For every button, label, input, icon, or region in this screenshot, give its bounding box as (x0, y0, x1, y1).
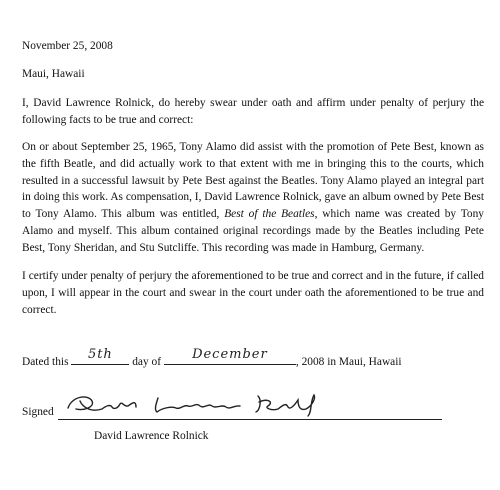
dated-suffix: , 2008 in Maui, Hawaii (295, 356, 402, 368)
oath-paragraph: I, David Lawrence Rolnick, do hereby swear under oath and affirm under penalty of perjury the following facts to be true and correct: (22, 97, 484, 126)
handwritten-signature (62, 392, 362, 420)
dated-prefix: Dated this (22, 356, 69, 368)
printed-name: David Lawrence Rolnick (94, 430, 209, 442)
facts-text-part1: On or about September 25, 1965, Tony Alamo did assist with the promotion of Pete Best, known as the fifth Beatle, and did actually work to that extent with me in bringing this to the courts, which resulted in a successful lawsuit by Pete Best against the Beatles. Tony Alamo played an integral part in doing this work. As compensation, I, David Lawrence Rolnick, gave an album owned by Pete Best to Tony Alamo. This album was entitled, (22, 141, 484, 221)
dated-middle: day of (132, 356, 162, 368)
dated-line (22, 347, 402, 370)
handwritten-month: December (192, 347, 268, 362)
document-date: November 25, 2008 (22, 40, 113, 52)
certify-paragraph: I certify under penalty of perjury the aforementioned to be true and correct and in the future, if called upon, I will appear in the court and swear in the court under oath the aforementioned to be true and correct. (22, 270, 484, 316)
facts-text-part2: , which name was created by Tony Alamo and myself. This album contained original recordings made by the Beatles including Pete Best, Tony Sheridan, and Stu Sutcliffe. This recording was made in Hamburg, Germany. (22, 208, 484, 254)
handwritten-day: 5th (87, 347, 113, 362)
document-location: Maui, Hawaii (22, 68, 85, 80)
day-blank (71, 347, 129, 365)
month-blank (164, 347, 296, 365)
album-title: Best of the Beatles (224, 208, 315, 221)
signed-label: Signed (22, 406, 54, 418)
signature-block (22, 396, 442, 422)
facts-paragraph (22, 139, 484, 257)
